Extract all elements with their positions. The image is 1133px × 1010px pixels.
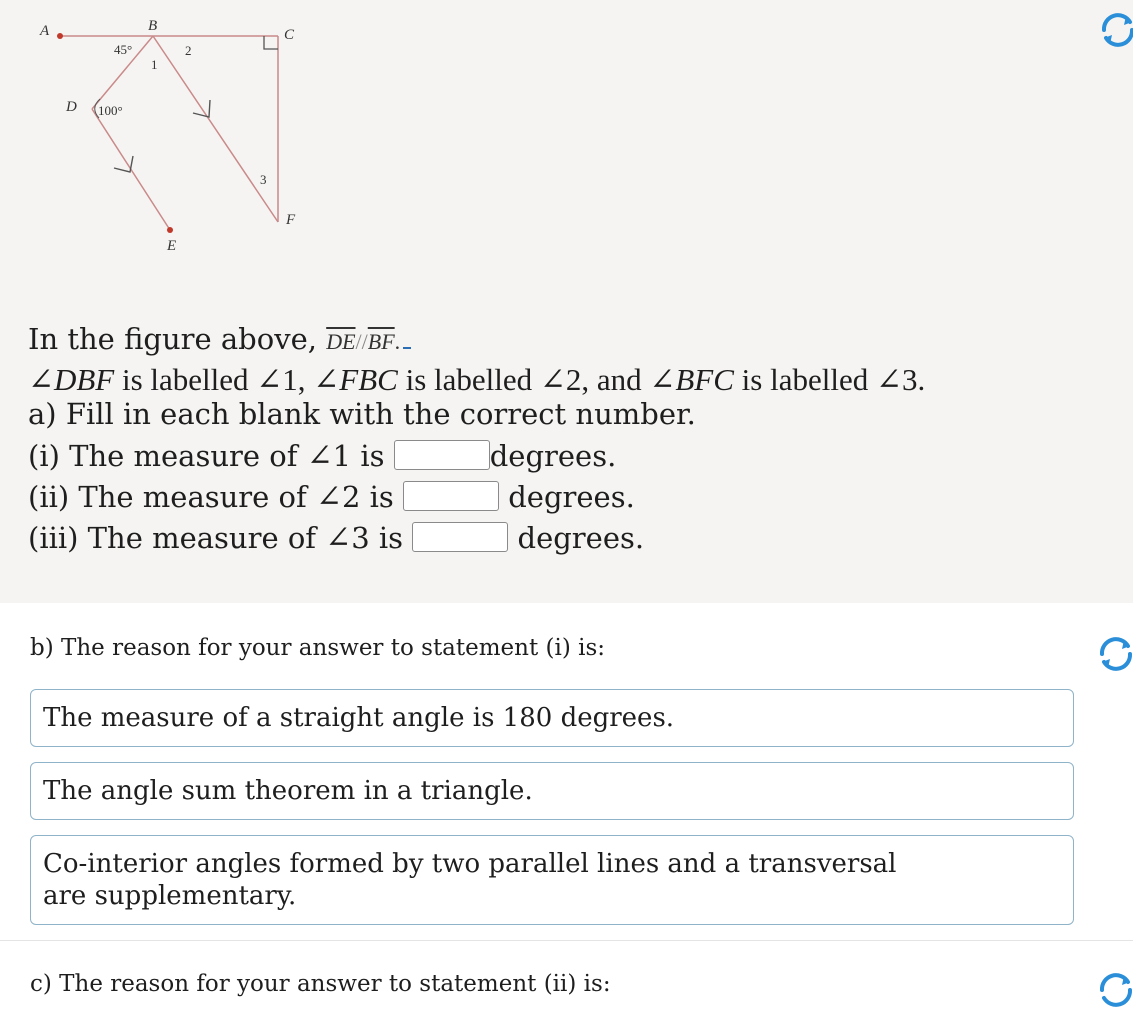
statement-ii bbox=[28, 479, 635, 515]
statement-is: is bbox=[351, 439, 394, 473]
point-label-f: F bbox=[286, 212, 296, 228]
statement-angle: 2 bbox=[341, 480, 361, 514]
intro-line bbox=[28, 322, 411, 356]
statement-angle: 3 bbox=[351, 521, 370, 555]
statement-suffix: degrees. bbox=[517, 521, 645, 555]
segment-de: $\overline{DE}$ bbox=[326, 329, 356, 354]
answer-input-2[interactable] bbox=[403, 481, 499, 511]
angle-name-dbf: DBF bbox=[53, 362, 115, 397]
angle-symbol: ∠ bbox=[28, 362, 54, 397]
angle-symbol: ∠ bbox=[539, 362, 566, 397]
parallel-symbol: // bbox=[355, 329, 368, 354]
label-n1: 1, bbox=[282, 362, 314, 397]
part-c-heading: c) The reason for your answer to statement (ii) is: bbox=[30, 971, 611, 997]
angle-label-100: 100° bbox=[98, 103, 123, 118]
angle-symbol: ∠ bbox=[315, 479, 342, 514]
statement-suffix: degrees. bbox=[489, 439, 617, 473]
angle-label-1: 1 bbox=[151, 57, 158, 72]
label-n2: 2, and bbox=[565, 362, 650, 397]
labelled-text-1: is labelled bbox=[114, 362, 257, 397]
angle-symbol: ∠ bbox=[875, 362, 902, 397]
statement-iii bbox=[28, 520, 644, 556]
statement-is: is bbox=[360, 480, 403, 514]
refresh-icon[interactable] bbox=[1096, 634, 1133, 674]
angle-name-fbc: FBC bbox=[339, 362, 398, 397]
angle-symbol: ∠ bbox=[649, 362, 676, 397]
reason-option-1[interactable] bbox=[30, 689, 1074, 747]
point-label-a: A bbox=[40, 23, 50, 39]
statement-i bbox=[28, 438, 616, 474]
line-BF bbox=[153, 36, 278, 222]
divider bbox=[0, 940, 1133, 941]
point-label-d: D bbox=[66, 99, 77, 115]
intro-prefix: In the figure above, bbox=[28, 322, 317, 356]
angle-name-bfc: BFC bbox=[675, 362, 734, 397]
angle-symbol: ∠ bbox=[313, 362, 340, 397]
point-a-dot bbox=[57, 33, 63, 39]
right-angle-marker bbox=[264, 36, 278, 49]
label-n3: 3. bbox=[901, 362, 926, 397]
refresh-icon[interactable] bbox=[1096, 970, 1133, 1010]
reason-option-2[interactable] bbox=[30, 762, 1074, 820]
blue-underscore bbox=[403, 347, 411, 349]
angle-label-3: 3 bbox=[260, 172, 267, 187]
point-label-c: C bbox=[284, 27, 295, 43]
point-label-e: E bbox=[167, 238, 177, 254]
statement-prefix: (i) The measure of bbox=[28, 439, 307, 473]
refresh-icon[interactable] bbox=[1098, 10, 1133, 50]
statement-prefix: (ii) The measure of bbox=[28, 480, 316, 514]
option-label: The angle sum theorem in a triangle. bbox=[43, 776, 533, 806]
labelled-text-2: is labelled bbox=[397, 362, 540, 397]
point-label-b: B bbox=[148, 18, 158, 34]
statement-is: is bbox=[369, 521, 413, 555]
intro-suffix: . bbox=[394, 329, 401, 354]
angle-labels-line bbox=[28, 362, 925, 398]
labelled-text-3: is labelled bbox=[733, 362, 876, 397]
segment-bf: $\overline{BF}$ bbox=[367, 329, 395, 354]
angle-symbol: ∠ bbox=[256, 362, 283, 397]
answer-input-3[interactable] bbox=[412, 522, 508, 552]
geometry-figure bbox=[0, 0, 320, 270]
intro-math bbox=[326, 329, 411, 354]
statement-angle: 1 bbox=[332, 439, 352, 473]
part-b-heading: b) The reason for your answer to statement (i) is: bbox=[30, 635, 606, 661]
answer-input-1[interactable] bbox=[394, 440, 490, 470]
part-a-heading: a) Fill in each blank with the correct number. bbox=[28, 397, 696, 431]
angle-label-45: 45° bbox=[114, 42, 133, 57]
statement-suffix: degrees. bbox=[508, 480, 635, 514]
angle-symbol: ∠ bbox=[306, 438, 333, 473]
option-label: The measure of a straight angle is 180 degrees. bbox=[43, 703, 675, 733]
reason-option-3[interactable] bbox=[30, 835, 1074, 925]
statement-prefix: (iii) The measure of bbox=[28, 521, 326, 555]
angle-label-2: 2 bbox=[185, 43, 192, 58]
point-e-dot bbox=[167, 227, 173, 233]
angle-symbol: ∠ bbox=[325, 520, 352, 555]
option-label: Co-interior angles formed by two parallel lines and a transversal are supplementary. bbox=[43, 849, 897, 911]
